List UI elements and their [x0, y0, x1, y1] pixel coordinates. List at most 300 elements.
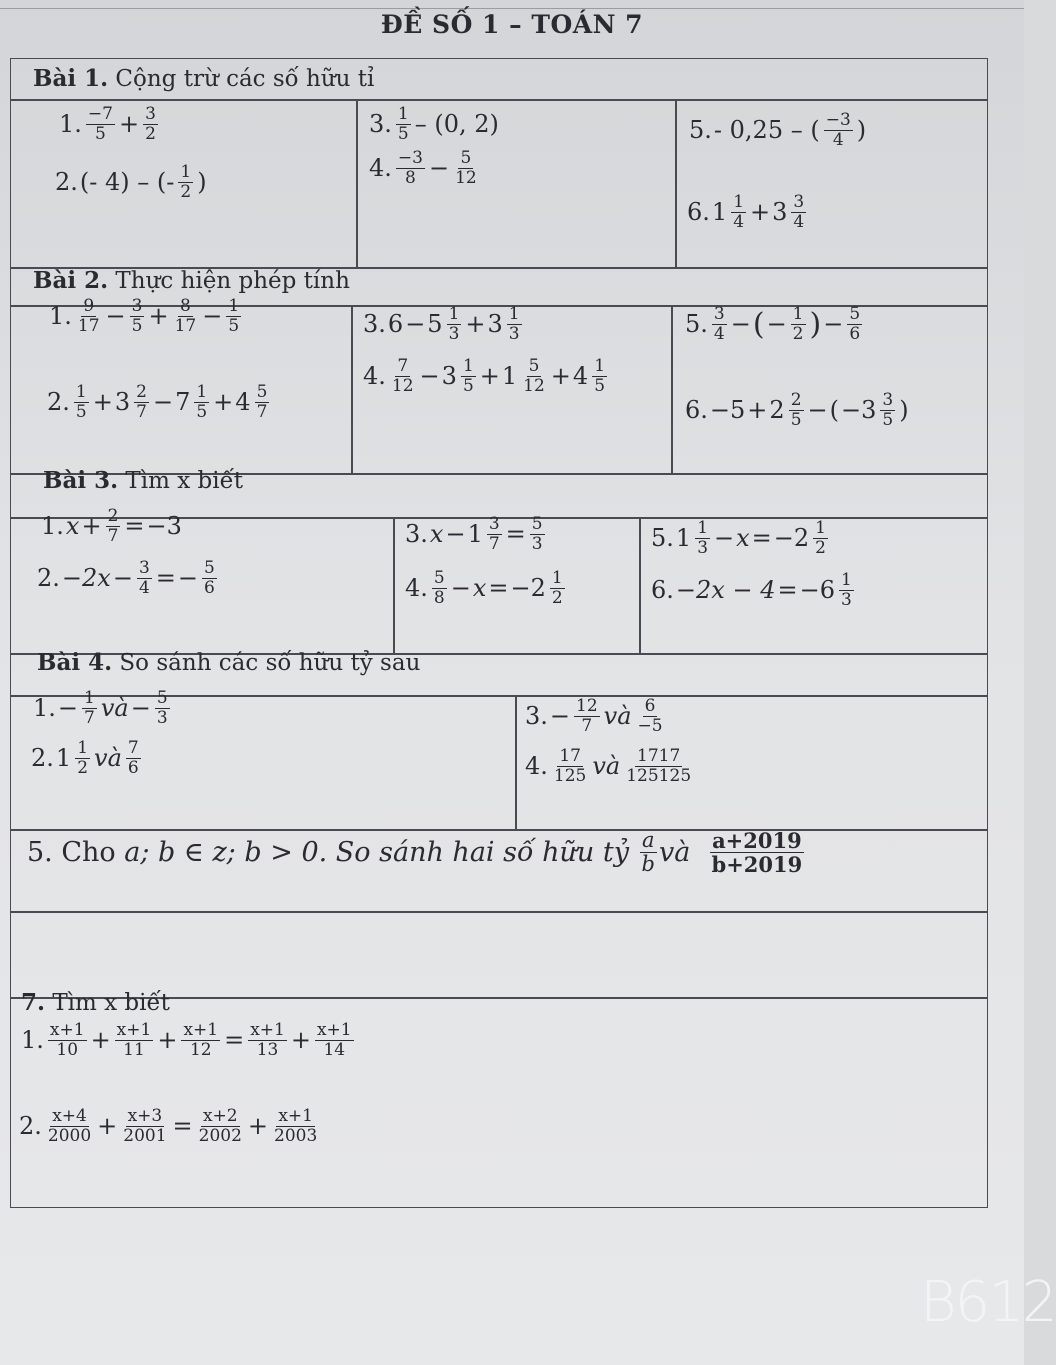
- row-divider: [11, 911, 987, 913]
- denominator: 5: [397, 123, 409, 144]
- operator: −: [549, 702, 571, 731]
- problem-number: 2.: [37, 564, 60, 593]
- row-divider: [11, 99, 987, 101]
- section-text: Tìm x biết: [52, 990, 170, 1016]
- whole-part: −6: [799, 576, 835, 605]
- fraction: [134, 383, 149, 421]
- conjunction: và: [94, 744, 122, 773]
- operator: +: [213, 388, 234, 417]
- numerator: x+1: [183, 1020, 219, 1040]
- denominator: 17: [77, 315, 100, 336]
- denominator: 8: [405, 167, 416, 188]
- conjunction: và: [100, 694, 129, 723]
- bai4-problem-1: [33, 689, 172, 727]
- fraction: [202, 559, 217, 597]
- bai2-problem-3: [363, 305, 524, 343]
- fraction: [76, 297, 102, 335]
- expression-text: −2x − 4: [675, 576, 776, 605]
- whole-part: 4: [235, 388, 251, 417]
- bai7-problem-1: [21, 1021, 356, 1059]
- fraction: [552, 747, 588, 785]
- denominator: 3: [156, 707, 168, 728]
- operator: =: [777, 576, 798, 605]
- denominator: 4: [138, 577, 150, 598]
- fraction: [791, 305, 806, 343]
- numerator: x+1: [49, 1020, 85, 1040]
- fraction: [86, 105, 115, 143]
- variable: −2x: [61, 564, 111, 593]
- fraction: [880, 391, 895, 429]
- numerator: 5: [433, 568, 445, 588]
- fraction: [181, 1021, 220, 1059]
- problem-prefix: 5. Cho: [27, 837, 116, 869]
- numerator: −3: [397, 148, 423, 168]
- numerator: 7: [127, 738, 139, 758]
- denominator: 3: [508, 323, 520, 344]
- problem-number: 1.: [21, 1026, 44, 1055]
- whole-part: 3: [441, 362, 457, 391]
- whole-part: −3: [841, 396, 877, 425]
- operator: =: [751, 524, 772, 553]
- fraction: [453, 149, 479, 187]
- denominator: 7: [488, 533, 500, 554]
- fraction: [74, 383, 89, 421]
- denominator: 2: [77, 757, 89, 778]
- fraction: [624, 747, 693, 785]
- fraction: [46, 1107, 93, 1145]
- fraction: [106, 507, 121, 545]
- whole-part: 3: [772, 198, 788, 227]
- numerator: 1: [196, 382, 208, 402]
- operator: −: [807, 396, 828, 425]
- numerator: 1: [228, 296, 240, 316]
- operator: −: [202, 302, 223, 331]
- operator: −: [823, 310, 844, 339]
- denominator: 12: [391, 375, 414, 396]
- denominator: 6: [203, 577, 215, 598]
- whole-part: 1: [711, 198, 728, 227]
- numerator: 1: [508, 304, 520, 324]
- operator: +: [247, 1112, 269, 1141]
- bai4-problem-4: [525, 747, 695, 785]
- col-divider: [356, 99, 358, 267]
- fraction: [550, 569, 565, 607]
- numerator: 3: [138, 558, 150, 578]
- problem-number: 6.: [687, 198, 710, 227]
- whole-part: 7: [175, 388, 191, 417]
- numerator: x+2: [202, 1106, 238, 1126]
- bai5-problem: [27, 829, 806, 876]
- problem-number: 4.: [525, 752, 548, 781]
- fraction: [847, 305, 862, 343]
- numerator: −7: [87, 104, 113, 124]
- fraction: [712, 305, 727, 343]
- operator: −: [405, 310, 426, 339]
- section-heading-bai1: [33, 65, 374, 92]
- section-label: 7.: [21, 989, 46, 1016]
- numerator: 5: [460, 148, 472, 168]
- numerator: a: [642, 828, 655, 852]
- operator: −: [112, 564, 133, 593]
- numerator: 7: [397, 356, 409, 376]
- problem-number: 5.: [689, 116, 712, 145]
- expression-text: (- 4) – (-: [79, 168, 175, 197]
- problem-number: 3.: [525, 702, 548, 731]
- conjunction: và: [603, 702, 632, 731]
- denominator: 125125: [626, 765, 692, 786]
- col-divider: [351, 305, 353, 473]
- operator: −: [714, 524, 735, 553]
- denominator: −5: [637, 715, 663, 736]
- fraction: [143, 105, 158, 143]
- denominator: 2003: [274, 1125, 318, 1146]
- fraction: [121, 1107, 168, 1145]
- whole-part: 2: [769, 396, 785, 425]
- numerator: 1: [733, 192, 745, 212]
- operator: +: [750, 198, 771, 227]
- bai2-problem-2: [47, 383, 271, 421]
- denominator: 7: [107, 525, 119, 546]
- operator: =: [505, 520, 526, 549]
- denominator: 5: [790, 409, 802, 430]
- col-divider: [639, 517, 641, 653]
- section-label: Bài 2.: [33, 267, 109, 294]
- variable: x: [65, 512, 80, 541]
- denominator: 14: [323, 1039, 346, 1060]
- denominator: 5: [95, 123, 106, 144]
- operator: −: [730, 310, 751, 339]
- fraction: [813, 519, 828, 557]
- operator: +: [550, 362, 571, 391]
- fraction: [155, 689, 170, 727]
- numerator: 1: [594, 356, 606, 376]
- denominator: 11: [123, 1039, 145, 1060]
- denominator: 3: [840, 589, 852, 610]
- variable: x: [736, 524, 750, 553]
- numerator: 5: [849, 304, 861, 324]
- problem-number: 1.: [41, 512, 64, 541]
- fraction: [530, 515, 545, 553]
- numerator: x+1: [316, 1020, 352, 1040]
- fraction: [789, 391, 804, 429]
- fraction: [507, 305, 522, 343]
- fraction: [574, 697, 600, 735]
- bai3-problem-4: [405, 569, 567, 607]
- denominator: 12: [523, 375, 545, 396]
- numerator: 3: [488, 514, 500, 534]
- problem-number: 1.: [49, 302, 72, 331]
- fraction: [640, 829, 657, 876]
- denominator: 12: [189, 1039, 212, 1060]
- bai3-problem-5: [651, 519, 830, 557]
- fraction: [137, 559, 152, 597]
- fraction: [592, 357, 607, 395]
- operator: =: [224, 1026, 245, 1055]
- denominator: 2: [815, 537, 826, 558]
- section-text: Tìm x biết: [125, 468, 243, 494]
- problem-number: 2.: [19, 1112, 42, 1141]
- fraction: [396, 105, 411, 143]
- denominator: 5: [462, 375, 474, 396]
- col-divider: [393, 517, 395, 653]
- section-heading-bai7: [21, 989, 170, 1016]
- conjunction: và: [659, 837, 691, 869]
- denominator: 2: [792, 323, 804, 344]
- watermark: B612: [920, 1270, 1056, 1335]
- numerator: x+1: [278, 1106, 313, 1126]
- top-rule: [0, 8, 1024, 9]
- fraction: [432, 569, 447, 607]
- numerator: 3: [882, 390, 894, 410]
- denominator: 8: [433, 587, 445, 608]
- section-heading-bai4: [37, 649, 420, 676]
- section-label: Bài 3.: [43, 467, 119, 494]
- operator: +: [290, 1026, 311, 1055]
- section-heading-bai3: [43, 467, 243, 494]
- numerator: −3: [825, 110, 851, 130]
- problem-number: 6.: [685, 396, 708, 425]
- operator: =: [155, 564, 176, 593]
- conjunction: và: [592, 752, 621, 781]
- operator: +: [148, 302, 169, 331]
- denominator: 13: [256, 1039, 279, 1060]
- bai1-problem-6: [687, 193, 808, 231]
- bai3-problem-2: [37, 559, 219, 597]
- operator: −: [152, 388, 174, 417]
- fraction: [487, 515, 502, 553]
- operator: +: [81, 512, 102, 541]
- operator: −: [57, 694, 79, 723]
- denominator: 2001: [123, 1125, 167, 1146]
- value: −3: [146, 512, 182, 541]
- bai7-problem-2: [19, 1107, 321, 1145]
- numerator: 5: [203, 558, 215, 578]
- denominator: 4: [713, 323, 725, 344]
- whole-part: 4: [572, 362, 589, 391]
- whole-part: 1: [467, 520, 483, 549]
- whole-part: 1: [501, 362, 518, 391]
- problem-number: 5.: [685, 310, 708, 339]
- numerator: 3: [793, 192, 805, 212]
- numerator: 2: [107, 506, 119, 526]
- page-title: ĐỀ SỐ 1 – TOÁN 7: [380, 10, 644, 39]
- operator: =: [172, 1112, 193, 1141]
- section-label: Bài 4.: [37, 649, 113, 676]
- numerator: 9: [83, 296, 95, 316]
- problem-number: 4.: [405, 574, 428, 603]
- fraction: [521, 357, 547, 395]
- whole-part: 1: [675, 524, 692, 553]
- operator: +: [465, 310, 486, 339]
- whole-part: −2: [510, 574, 546, 603]
- numerator: 5: [528, 356, 540, 376]
- numerator: 17: [559, 746, 581, 766]
- problem-number: 1.: [33, 694, 56, 723]
- numerator: 1: [462, 356, 474, 376]
- numerator: 1: [448, 304, 460, 324]
- numerator: 2: [790, 390, 802, 410]
- variable: x: [429, 520, 444, 549]
- fraction: [173, 297, 199, 335]
- whole-part: 5: [427, 310, 443, 339]
- fraction: [197, 1107, 244, 1145]
- fraction: [636, 697, 665, 735]
- bai2-problem-5: 5. $\frac{3}{4}$ − ( − $\frac{1}{2}$ ) − $\frac{5}{6}$: [685, 304, 861, 344]
- problem-number: 3.: [405, 520, 428, 549]
- section-label: Bài 1.: [33, 65, 109, 92]
- operator: −: [177, 564, 198, 593]
- numerator: 1: [84, 688, 95, 708]
- numerator: 1: [840, 570, 852, 590]
- section-text: Thực hiện phép tính: [115, 268, 350, 294]
- fraction: [710, 829, 805, 876]
- numerator: 6: [644, 696, 656, 716]
- operator: +: [90, 1026, 111, 1055]
- fraction: [226, 297, 241, 335]
- numerator: 1: [551, 568, 563, 588]
- fraction: [115, 1021, 154, 1059]
- bai2-problem-4: [363, 357, 609, 395]
- section-heading-bai2: [33, 267, 350, 294]
- denominator: 3: [531, 533, 543, 554]
- fraction: [255, 383, 270, 421]
- whole-part: 3: [114, 388, 131, 417]
- problem-number: 1.: [59, 110, 82, 139]
- denominator: 4: [793, 211, 805, 232]
- expression-text: - 0,25 – (: [713, 116, 820, 145]
- exercise-table: [10, 58, 988, 1208]
- denominator: 12: [455, 167, 477, 188]
- numerator: a+2019: [712, 828, 802, 853]
- operator: +: [118, 110, 140, 139]
- fraction: [126, 739, 141, 777]
- numerator: 12: [576, 696, 598, 716]
- denominator: 2: [145, 123, 156, 144]
- fraction: [130, 297, 145, 335]
- operator: −: [450, 574, 471, 603]
- bai1-problem-5: 5. - 0,25 – ( $\frac{-3}{4}$ ): [689, 110, 867, 150]
- operator: +: [479, 362, 500, 391]
- operator: +: [157, 1026, 178, 1055]
- denominator: 7: [256, 401, 268, 422]
- denominator: 2: [551, 587, 563, 608]
- whole-part: 3: [487, 310, 503, 339]
- problem-number: 4.: [369, 154, 392, 183]
- numerator: x+1: [250, 1020, 285, 1040]
- whole-part: −2: [773, 524, 810, 553]
- denominator: 2: [180, 181, 192, 202]
- problem-number: 5.: [651, 524, 674, 553]
- operator: −: [419, 362, 440, 391]
- fraction: [75, 739, 90, 777]
- numerator: 1: [180, 162, 192, 182]
- operator: =: [488, 574, 509, 603]
- variable: x: [472, 574, 487, 603]
- numerator: 5: [256, 382, 268, 402]
- numerator: 1: [397, 104, 409, 124]
- numerator: 1: [75, 382, 87, 402]
- operator: =: [124, 512, 145, 541]
- denominator: 4: [832, 129, 844, 150]
- col-divider: [675, 99, 677, 267]
- fraction: [194, 383, 209, 421]
- numerator: 1: [77, 738, 89, 758]
- denominator: 5: [196, 401, 208, 422]
- col-divider: [671, 305, 673, 473]
- numerator: x+1: [116, 1020, 152, 1040]
- numerator: x+4: [52, 1106, 87, 1126]
- numerator: x+3: [127, 1106, 163, 1126]
- denominator: 7: [581, 715, 593, 736]
- denominator: 3: [697, 537, 709, 558]
- problem-number: 3.: [369, 110, 392, 139]
- numerator: 3: [145, 104, 156, 124]
- section-text: Cộng trừ các số hữu tỉ: [115, 66, 375, 92]
- denominator: 5: [131, 315, 143, 336]
- numerator: 2: [136, 382, 147, 402]
- denominator: 7: [84, 707, 95, 728]
- fraction: [315, 1021, 354, 1059]
- denominator: b: [641, 852, 655, 877]
- fraction: [396, 149, 425, 187]
- fraction: [48, 1021, 87, 1059]
- denominator: 3: [448, 323, 460, 344]
- problem-number: 2.: [55, 168, 78, 197]
- numerator: 1: [792, 304, 804, 324]
- denominator: 125: [553, 765, 587, 786]
- bai2-problem-1: [49, 297, 243, 335]
- whole-part: 1: [55, 744, 72, 773]
- bai3-problem-1: [41, 507, 182, 545]
- fraction: [272, 1107, 319, 1145]
- problem-number: 2.: [47, 388, 70, 417]
- fraction: [461, 357, 476, 395]
- operator: +: [92, 388, 113, 417]
- whole-part: 6: [387, 310, 404, 339]
- bai3-problem-6: [651, 571, 856, 609]
- numerator: 5: [531, 514, 543, 534]
- denominator: 5: [75, 401, 87, 422]
- denominator: 10: [56, 1039, 79, 1060]
- fraction: [82, 689, 97, 727]
- problem-number: 2.: [31, 744, 54, 773]
- bai4-problem-2: [31, 739, 143, 777]
- numerator: 3: [713, 304, 725, 324]
- problem-number: 3.: [363, 310, 386, 339]
- denominator: 7: [136, 401, 147, 422]
- denominator: 6: [127, 757, 139, 778]
- bai3-problem-3: [405, 515, 547, 553]
- denominator: 5: [882, 409, 894, 430]
- denominator: 6: [849, 323, 861, 344]
- denominator: b+2019: [711, 852, 803, 878]
- bai1-problem-4: [369, 149, 481, 187]
- section-text: So sánh các số hữu tỷ sau: [119, 650, 421, 676]
- operator: +: [97, 1112, 118, 1141]
- col-divider: [515, 695, 517, 829]
- operator: −: [445, 520, 466, 549]
- fraction: [248, 1021, 287, 1059]
- fraction: [731, 193, 746, 231]
- bai1-problem-1: [59, 105, 160, 143]
- denominator: 2000: [47, 1125, 92, 1146]
- denominator: 4: [733, 211, 745, 232]
- problem-condition: a; b ∈ z; b > 0. So sánh hai số hữu tỷ: [124, 837, 629, 869]
- bai1-problem-2: 2. (- 4) – (- $\frac{1}{2}$ ): [55, 162, 207, 202]
- numerator: 1: [697, 518, 709, 538]
- denominator: 5: [594, 375, 606, 396]
- numerator: 8: [180, 296, 191, 316]
